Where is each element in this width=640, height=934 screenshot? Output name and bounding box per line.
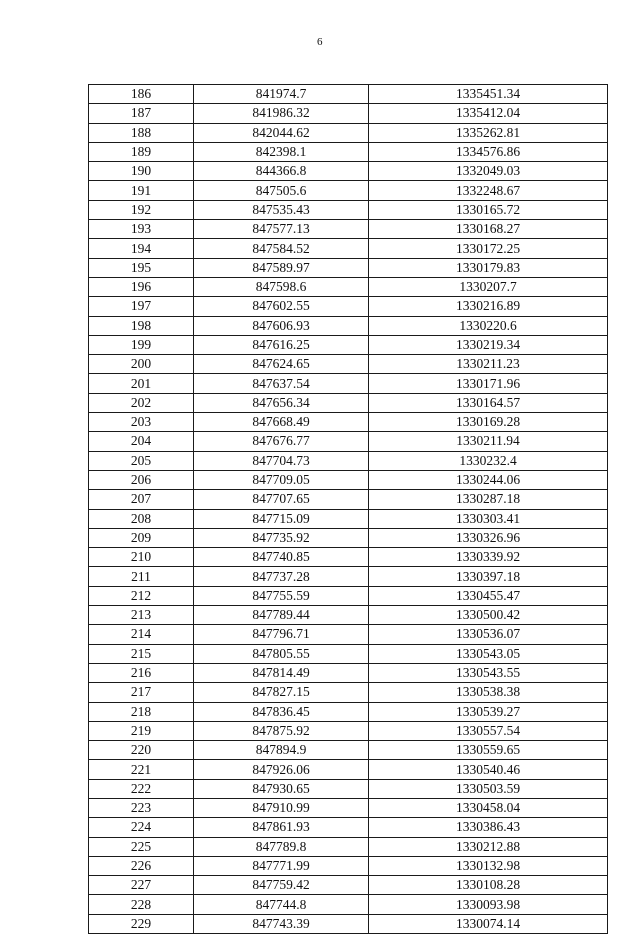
point-number-cell: 229	[89, 914, 194, 933]
x-coordinate-cell: 847589.97	[194, 258, 369, 277]
x-coordinate-cell: 847827.15	[194, 683, 369, 702]
table-row	[89, 856, 608, 875]
table-row	[89, 586, 608, 605]
table-row	[89, 470, 608, 489]
point-number-cell: 223	[89, 798, 194, 817]
table-row	[89, 104, 608, 123]
y-coordinate-cell: 1335451.34	[369, 85, 608, 104]
y-coordinate-cell: 1330455.47	[369, 586, 608, 605]
y-coordinate-cell: 1330503.59	[369, 779, 608, 798]
y-coordinate-cell: 1330171.96	[369, 374, 608, 393]
x-coordinate-cell: 847910.99	[194, 798, 369, 817]
y-coordinate-cell: 1330169.28	[369, 413, 608, 432]
table-row	[89, 741, 608, 760]
table-row	[89, 258, 608, 277]
point-number-cell: 205	[89, 451, 194, 470]
point-number-cell: 219	[89, 721, 194, 740]
y-coordinate-cell: 1330386.43	[369, 818, 608, 837]
table-row	[89, 798, 608, 817]
table-row	[89, 393, 608, 412]
x-coordinate-cell: 847668.49	[194, 413, 369, 432]
y-coordinate-cell: 1330165.72	[369, 200, 608, 219]
x-coordinate-cell: 847743.39	[194, 914, 369, 933]
x-coordinate-cell: 844366.8	[194, 162, 369, 181]
table-row	[89, 509, 608, 528]
point-number-cell: 192	[89, 200, 194, 219]
point-number-cell: 208	[89, 509, 194, 528]
x-coordinate-cell: 847737.28	[194, 567, 369, 586]
table-row	[89, 779, 608, 798]
point-number-cell: 187	[89, 104, 194, 123]
table-row	[89, 702, 608, 721]
y-coordinate-cell: 1330303.41	[369, 509, 608, 528]
y-coordinate-cell: 1330540.46	[369, 760, 608, 779]
table-row	[89, 413, 608, 432]
x-coordinate-cell: 847624.65	[194, 355, 369, 374]
y-coordinate-cell: 1330536.07	[369, 625, 608, 644]
table-row	[89, 683, 608, 702]
table-row	[89, 625, 608, 644]
x-coordinate-cell: 847759.42	[194, 876, 369, 895]
x-coordinate-cell: 847602.55	[194, 297, 369, 316]
point-number-cell: 199	[89, 335, 194, 354]
point-number-cell: 213	[89, 606, 194, 625]
x-coordinate-cell: 842398.1	[194, 142, 369, 161]
x-coordinate-cell: 847656.34	[194, 393, 369, 412]
x-coordinate-cell: 847926.06	[194, 760, 369, 779]
x-coordinate-cell: 847715.09	[194, 509, 369, 528]
point-number-cell: 226	[89, 856, 194, 875]
table-row	[89, 644, 608, 663]
y-coordinate-cell: 1330326.96	[369, 528, 608, 547]
x-coordinate-cell: 847704.73	[194, 451, 369, 470]
y-coordinate-cell: 1330543.05	[369, 644, 608, 663]
x-coordinate-cell: 847814.49	[194, 663, 369, 682]
y-coordinate-cell: 1330397.18	[369, 567, 608, 586]
point-number-cell: 200	[89, 355, 194, 374]
x-coordinate-cell: 847505.6	[194, 181, 369, 200]
y-coordinate-cell: 1330219.34	[369, 335, 608, 354]
point-number-cell: 225	[89, 837, 194, 856]
x-coordinate-cell: 847637.54	[194, 374, 369, 393]
table-row	[89, 162, 608, 181]
y-coordinate-cell: 1330074.14	[369, 914, 608, 933]
x-coordinate-cell: 847894.9	[194, 741, 369, 760]
x-coordinate-cell: 847535.43	[194, 200, 369, 219]
x-coordinate-cell: 847740.85	[194, 548, 369, 567]
table-row	[89, 567, 608, 586]
x-coordinate-cell: 847789.44	[194, 606, 369, 625]
y-coordinate-cell: 1332248.67	[369, 181, 608, 200]
point-number-cell: 186	[89, 85, 194, 104]
point-number-cell: 220	[89, 741, 194, 760]
point-number-cell: 206	[89, 470, 194, 489]
y-coordinate-cell: 1335262.81	[369, 123, 608, 142]
x-coordinate-cell: 842044.62	[194, 123, 369, 142]
y-coordinate-cell: 1330168.27	[369, 220, 608, 239]
x-coordinate-cell: 841986.32	[194, 104, 369, 123]
y-coordinate-cell: 1330543.55	[369, 663, 608, 682]
table-row	[89, 277, 608, 296]
y-coordinate-cell: 1330500.42	[369, 606, 608, 625]
y-coordinate-cell: 1330172.25	[369, 239, 608, 258]
x-coordinate-cell: 847861.93	[194, 818, 369, 837]
x-coordinate-cell: 847606.93	[194, 316, 369, 335]
x-coordinate-cell: 847796.71	[194, 625, 369, 644]
y-coordinate-cell: 1335412.04	[369, 104, 608, 123]
y-coordinate-cell: 1330216.89	[369, 297, 608, 316]
table-row	[89, 142, 608, 161]
y-coordinate-cell: 1330244.06	[369, 470, 608, 489]
x-coordinate-cell: 847930.65	[194, 779, 369, 798]
y-coordinate-cell: 1330179.83	[369, 258, 608, 277]
table-row	[89, 876, 608, 895]
y-coordinate-cell: 1330212.88	[369, 837, 608, 856]
y-coordinate-cell: 1330093.98	[369, 895, 608, 914]
table-row	[89, 721, 608, 740]
y-coordinate-cell: 1330220.6	[369, 316, 608, 335]
x-coordinate-cell: 847598.6	[194, 277, 369, 296]
table-row	[89, 895, 608, 914]
y-coordinate-cell: 1330232.4	[369, 451, 608, 470]
point-number-cell: 222	[89, 779, 194, 798]
point-number-cell: 221	[89, 760, 194, 779]
page-number: 6	[317, 36, 323, 48]
x-coordinate-cell: 847789.8	[194, 837, 369, 856]
x-coordinate-cell: 847616.25	[194, 335, 369, 354]
x-coordinate-cell: 847755.59	[194, 586, 369, 605]
table-row	[89, 374, 608, 393]
x-coordinate-cell: 847584.52	[194, 239, 369, 258]
y-coordinate-cell: 1330211.94	[369, 432, 608, 451]
point-number-cell: 193	[89, 220, 194, 239]
table-row	[89, 181, 608, 200]
x-coordinate-cell: 847771.99	[194, 856, 369, 875]
point-number-cell: 212	[89, 586, 194, 605]
y-coordinate-cell: 1330559.65	[369, 741, 608, 760]
y-coordinate-cell: 1330339.92	[369, 548, 608, 567]
point-number-cell: 203	[89, 413, 194, 432]
x-coordinate-cell: 847836.45	[194, 702, 369, 721]
x-coordinate-cell: 847735.92	[194, 528, 369, 547]
y-coordinate-cell: 1330538.38	[369, 683, 608, 702]
point-number-cell: 194	[89, 239, 194, 258]
y-coordinate-cell: 1330164.57	[369, 393, 608, 412]
point-number-cell: 188	[89, 123, 194, 142]
coordinates-table	[88, 84, 608, 934]
point-number-cell: 227	[89, 876, 194, 895]
point-number-cell: 191	[89, 181, 194, 200]
point-number-cell: 202	[89, 393, 194, 412]
x-coordinate-cell: 847744.8	[194, 895, 369, 914]
table-row	[89, 837, 608, 856]
point-number-cell: 201	[89, 374, 194, 393]
point-number-cell: 209	[89, 528, 194, 547]
table-row	[89, 200, 608, 219]
table-row	[89, 451, 608, 470]
table-row	[89, 548, 608, 567]
coordinates-table-body	[89, 85, 608, 934]
y-coordinate-cell: 1330207.7	[369, 277, 608, 296]
point-number-cell: 197	[89, 297, 194, 316]
table-row	[89, 663, 608, 682]
y-coordinate-cell: 1330287.18	[369, 490, 608, 509]
y-coordinate-cell: 1332049.03	[369, 162, 608, 181]
x-coordinate-cell: 847709.05	[194, 470, 369, 489]
table-row	[89, 528, 608, 547]
point-number-cell: 195	[89, 258, 194, 277]
table-row	[89, 335, 608, 354]
point-number-cell: 198	[89, 316, 194, 335]
point-number-cell: 210	[89, 548, 194, 567]
y-coordinate-cell: 1330211.23	[369, 355, 608, 374]
x-coordinate-cell: 847577.13	[194, 220, 369, 239]
table-row	[89, 297, 608, 316]
point-number-cell: 196	[89, 277, 194, 296]
table-row	[89, 490, 608, 509]
table-row	[89, 606, 608, 625]
point-number-cell: 207	[89, 490, 194, 509]
point-number-cell: 216	[89, 663, 194, 682]
x-coordinate-cell: 847676.77	[194, 432, 369, 451]
y-coordinate-cell: 1330557.54	[369, 721, 608, 740]
table-row	[89, 220, 608, 239]
point-number-cell: 204	[89, 432, 194, 451]
point-number-cell: 218	[89, 702, 194, 721]
table-row	[89, 85, 608, 104]
point-number-cell: 211	[89, 567, 194, 586]
x-coordinate-cell: 847875.92	[194, 721, 369, 740]
table-row	[89, 316, 608, 335]
table-row	[89, 818, 608, 837]
point-number-cell: 215	[89, 644, 194, 663]
table-row	[89, 914, 608, 933]
table-row	[89, 760, 608, 779]
point-number-cell: 224	[89, 818, 194, 837]
point-number-cell: 228	[89, 895, 194, 914]
table-row	[89, 239, 608, 258]
x-coordinate-cell: 847805.55	[194, 644, 369, 663]
y-coordinate-cell: 1330539.27	[369, 702, 608, 721]
y-coordinate-cell: 1334576.86	[369, 142, 608, 161]
x-coordinate-cell: 847707.65	[194, 490, 369, 509]
table-row	[89, 355, 608, 374]
table-row	[89, 432, 608, 451]
point-number-cell: 217	[89, 683, 194, 702]
y-coordinate-cell: 1330108.28	[369, 876, 608, 895]
x-coordinate-cell: 841974.7	[194, 85, 369, 104]
y-coordinate-cell: 1330132.98	[369, 856, 608, 875]
point-number-cell: 190	[89, 162, 194, 181]
table-row	[89, 123, 608, 142]
point-number-cell: 214	[89, 625, 194, 644]
point-number-cell: 189	[89, 142, 194, 161]
y-coordinate-cell: 1330458.04	[369, 798, 608, 817]
